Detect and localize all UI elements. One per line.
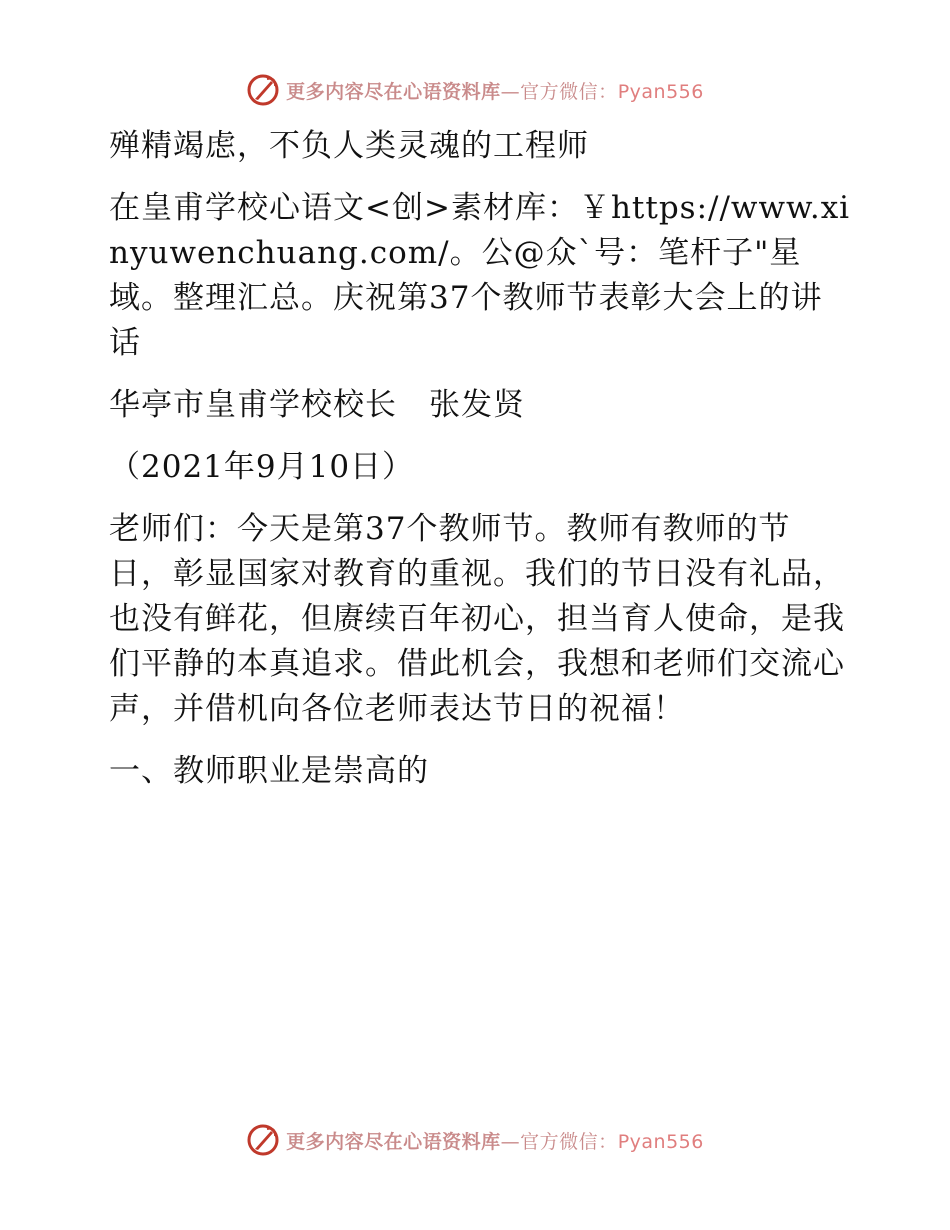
banner-text [286, 77, 704, 104]
banner-main: 更多内容尽在心语资料库 [286, 1130, 501, 1153]
document-body [97, 124, 852, 811]
quill-pen-logo-icon [246, 1123, 280, 1157]
section-heading: 一、教师职业是崇高的 [109, 753, 429, 789]
banner-wechat-label: 官方微信： [520, 80, 618, 103]
quill-pen-logo-icon [246, 73, 280, 107]
date-line: （2021年9月10日） [109, 449, 415, 485]
banner-separator: — [500, 1130, 521, 1153]
footer-banner [0, 1120, 950, 1160]
banner-wechat-label: 官方微信： [520, 1130, 618, 1153]
author-line: 华亭市皇甫学校校长 张发贤 [109, 387, 525, 423]
banner-wechat-id: Pyan556 [617, 80, 704, 103]
speech-paragraph: 老师们：今天是第37个教师节。教师有教师的节日，彰显国家对教育的重视。我们的节日没有礼品，也没有鲜花，但赓续百年初心，担当育人使命，是我们平静的本真追求。借此机会，我想和老师们交流心声，并借机向各位老师表达节日的祝福！ [109, 511, 845, 727]
title-line: 殚精竭虑，不负人类灵魂的工程师 [109, 128, 589, 164]
header-banner [0, 70, 950, 110]
source-paragraph: 在皇甫学校心语文<创>素材库：￥https://www.xinyuwenchuang.com/。公@众`号：笔杆子"星域。整理汇总。庆祝第37个教师节表彰大会上的讲话 [109, 190, 851, 361]
banner-wechat-id: Pyan556 [617, 1130, 704, 1153]
banner-separator: — [500, 80, 521, 103]
banner-main: 更多内容尽在心语资料库 [286, 80, 501, 103]
banner-text [286, 1127, 704, 1154]
